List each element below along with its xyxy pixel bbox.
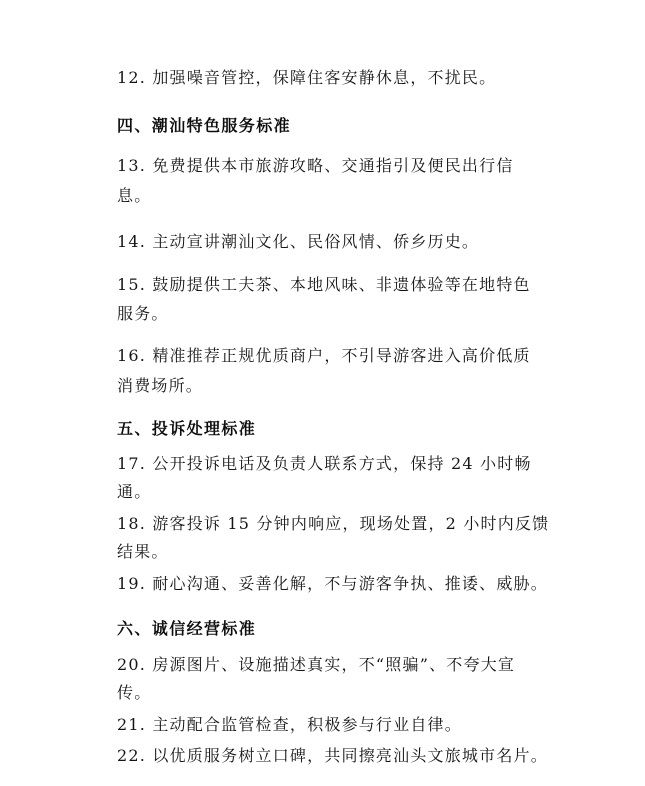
item-17-line-2: 通。: [117, 482, 152, 501]
item-18-line-2: 结果。: [117, 542, 169, 561]
item-13-line-1: 13. 免费提供本市旅游攻略、交通指引及便民出行信: [117, 156, 514, 175]
item-14: 14. 主动宣讲潮汕文化、民俗风情、侨乡历史。: [117, 232, 480, 251]
item-17-line-1: 17. 公开投诉电话及负责人联系方式，保持 24 小时畅: [117, 454, 532, 473]
section-heading-6: 六、诚信经营标准: [117, 619, 257, 638]
item-22: 22. 以优质服务树立口碑，共同擦亮汕头文旅城市名片。: [117, 746, 548, 765]
item-16-line-2: 消费场所。: [117, 376, 204, 395]
item-13-line-2: 息。: [117, 186, 152, 205]
item-20-line-1: 20. 房源图片、设施描述真实，不“照骗”、不夸大宣: [117, 655, 516, 674]
item-15-line-2: 服务。: [117, 304, 169, 323]
item-19: 19. 耐心沟通、妥善化解，不与游客争执、推诿、威胁。: [117, 574, 548, 593]
item-20-line-2: 传。: [117, 683, 152, 702]
section-heading-4: 四、潮汕特色服务标准: [117, 116, 292, 135]
item-21: 21. 主动配合监管检查，积极参与行业自律。: [117, 715, 462, 734]
item-18-line-1: 18. 游客投诉 15 分钟内响应，现场处置，2 小时内反馈: [117, 514, 550, 533]
section-heading-5: 五、投诉处理标准: [117, 419, 257, 438]
item-15-line-1: 15. 鼓励提供工夫茶、本地风味、非遗体验等在地特色: [117, 275, 531, 294]
item-12: 12. 加强噪音管控，保障住客安静休息，不扰民。: [117, 68, 497, 87]
item-16-line-1: 16. 精准推荐正规优质商户，不引导游客进入高价低质: [117, 346, 531, 365]
